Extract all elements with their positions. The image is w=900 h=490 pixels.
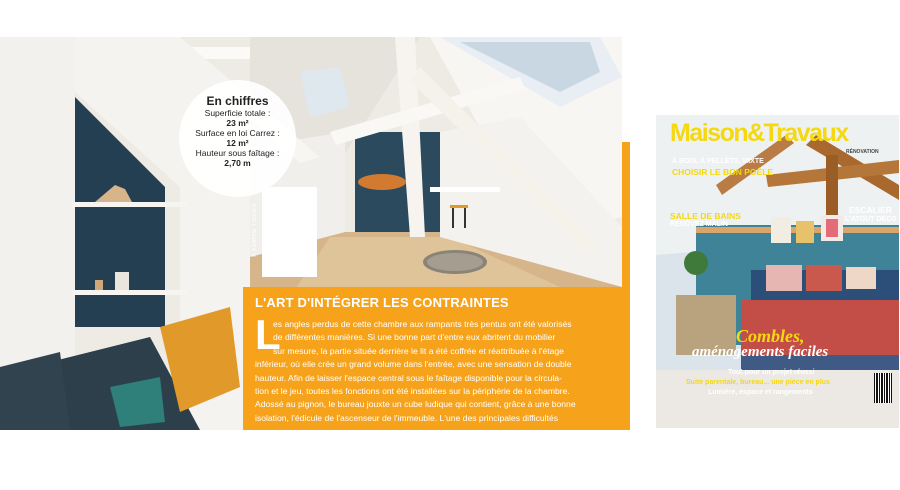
cover-subline: Tout pour un projet réussi (728, 369, 815, 376)
article-line: sur mesure, la partie située derrière le lit a été coffrée et réattribuée à l'étage (273, 345, 564, 356)
article-body (255, 318, 615, 425)
cover-line: SALLE DE BAINS (670, 211, 741, 221)
article-line: de différentes manières. Si une bonne part d'entre eux abritent du mobilier (273, 332, 556, 343)
article-box (243, 287, 622, 430)
cover-headline: Combles, (736, 326, 805, 346)
article-title: L'ART D'INTÉGRER LES CONTRAINTES (255, 295, 509, 310)
stats-heading: En chiffres (206, 94, 269, 108)
magazine-spread (0, 37, 622, 430)
cover-headline: aménagements faciles (692, 344, 829, 360)
article-line: hauteur. Afin de laisser l'espace central sous le faîtage disponible pour la circula- (255, 372, 562, 383)
stats-value: 12 m² (226, 138, 249, 148)
cover-line: L'ATOUT DÉCO (845, 216, 897, 223)
cover-subline: Suite parentale, bureau... une pièce en plus (686, 379, 830, 386)
stats-circle (179, 80, 296, 197)
accent-bar (622, 142, 630, 430)
cover-line: ESCALIER (849, 205, 892, 215)
photo-credit: © AGATHE TISSIER (252, 203, 258, 257)
stats-label: Hauteur sous faîtage : (195, 148, 280, 158)
article-line: isolation, l'édicule de l'ascenseur de l'immeuble. L'une des principales difficultés (255, 412, 559, 423)
cover-subline: Lumière, espace et rangements (708, 389, 813, 396)
drop-cap: L (255, 311, 281, 358)
article-line: Adossé au pignon, le bureau jouxte un cube ludique qui contient, grâce à une bonne (255, 399, 576, 410)
article-line: inférieur, où elle crée un grand volume dans l'entrée, avec une sensation de double (255, 359, 572, 370)
stats-label: Surface en loi Carrez : (195, 128, 280, 138)
cover-line: À BOIS, À PELLETS, MIXTE (672, 158, 764, 165)
stats-value: 23 m² (226, 118, 249, 128)
stats-label: Superficie totale : (204, 108, 271, 118)
cover-line: CHOISIR LE BON POÊLE (672, 167, 774, 177)
magazine-cover (656, 115, 899, 428)
cover-masthead: Maison&Travaux (670, 119, 848, 147)
cover-tagline: RÉNOVATION (846, 149, 879, 155)
cover-line: RÉNOVEZ MALIN (670, 221, 728, 228)
stats-value: 2,70 m (224, 158, 251, 168)
article-line: tion et le jeu, toutes les fonctions ont été installées sur la périphérie de la chambre. (255, 386, 570, 397)
barcode (874, 373, 892, 403)
article-line: es angles perdus de cette chambre aux rampants très pentus ont été valorisés (273, 319, 572, 329)
